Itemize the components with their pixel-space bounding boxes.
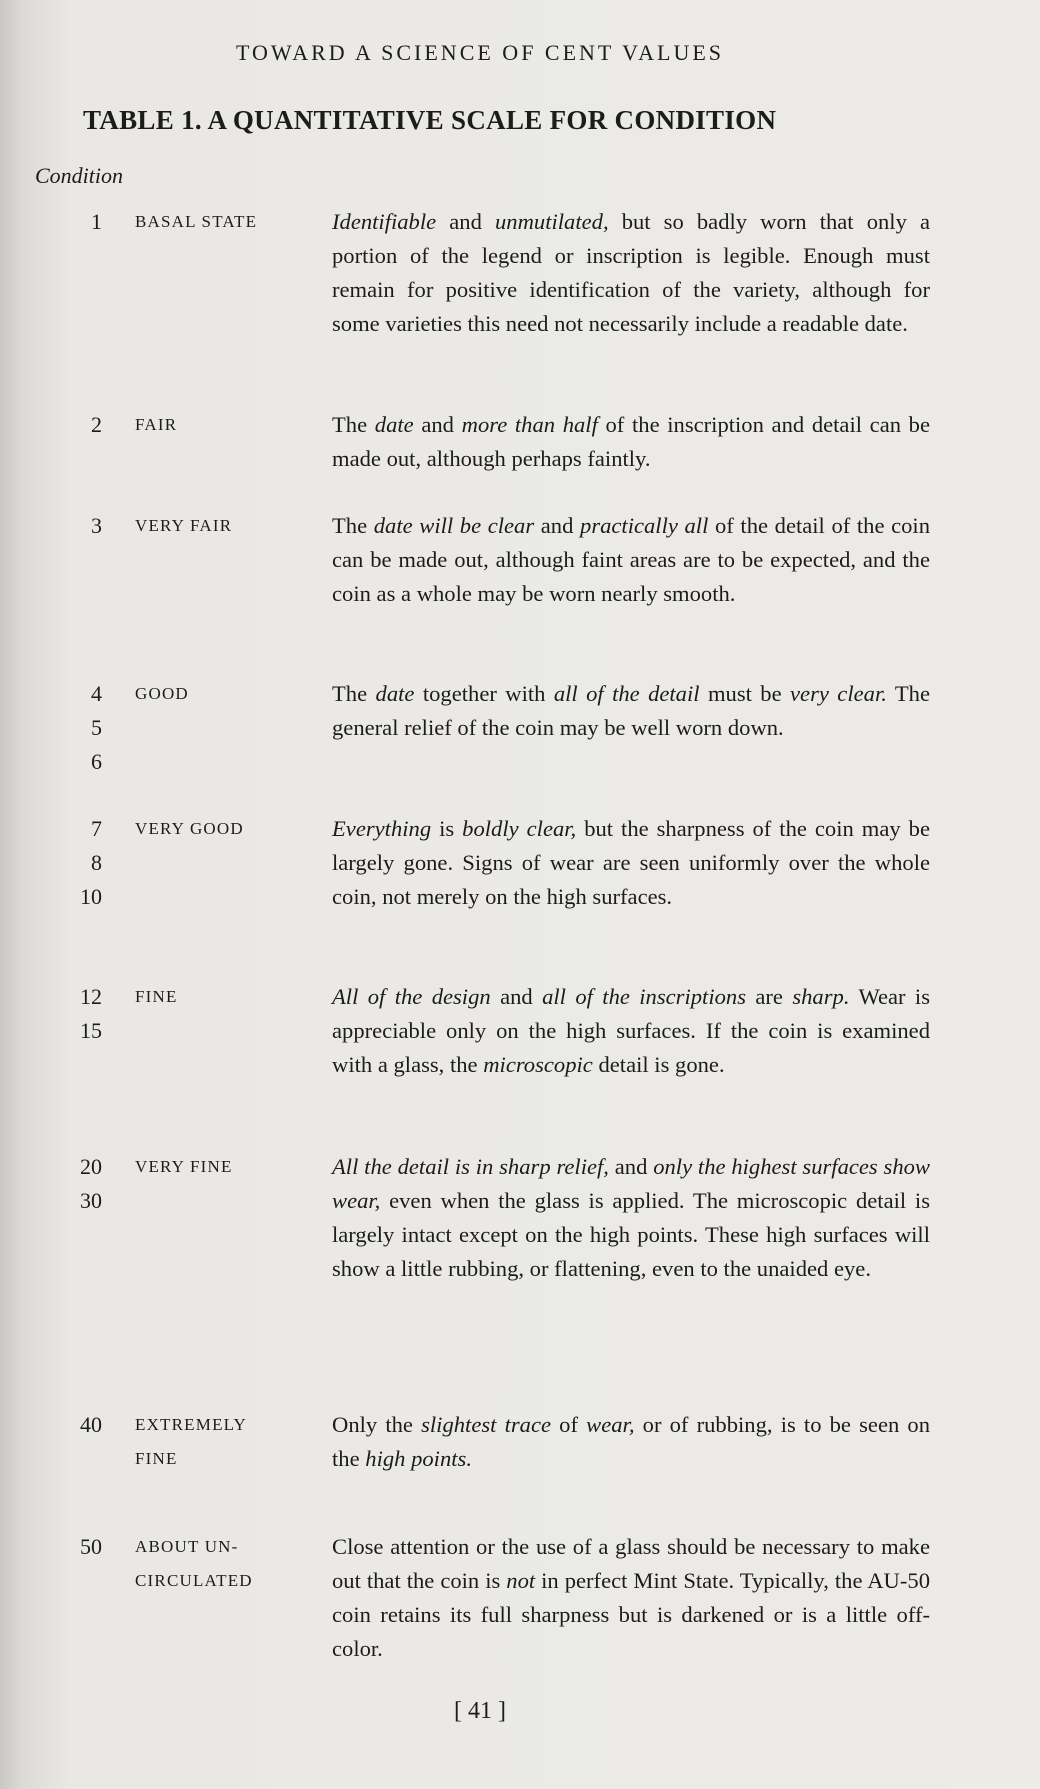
emphasized-text: sharp. — [792, 984, 850, 1009]
condition-label-line: EXTREMELY — [135, 1415, 248, 1434]
condition-description — [332, 205, 930, 341]
condition-description — [332, 980, 930, 1082]
condition-description — [332, 1408, 930, 1476]
condition-number: 5 — [91, 715, 102, 740]
condition-description — [332, 812, 930, 914]
condition-numbers — [60, 509, 102, 543]
condition-numbers — [60, 408, 102, 442]
description-text: The general relief of the coin may be well worn down. — [332, 681, 931, 740]
condition-numbers — [60, 677, 102, 779]
description-text: but the sharpness of the coin may be largely gone. Signs of wear are seen uniformly over the whole coin, not merely on the high surfaces. — [332, 816, 930, 909]
description-text: and — [490, 984, 543, 1009]
condition-column-heading: Condition — [35, 163, 124, 188]
description-text: of the inscription and detail can be made out, although perhaps faintly. — [332, 412, 930, 471]
condition-number: 30 — [80, 1188, 102, 1213]
description-text: of — [551, 1412, 587, 1437]
emphasized-text: date will be clear — [373, 513, 535, 538]
table-title: TABLE 1. A QUANTITATIVE SCALE FOR CONDITION — [83, 105, 777, 135]
condition-label-line: VERY FINE — [135, 1157, 233, 1176]
condition-label — [135, 1530, 305, 1598]
description-text: is — [431, 816, 463, 841]
condition-numbers — [60, 1150, 102, 1218]
condition-description — [332, 408, 930, 476]
description-text: must be — [699, 681, 791, 706]
emphasized-text: All of the design — [332, 984, 491, 1009]
emphasized-text: slightest trace — [421, 1412, 552, 1437]
description-text: The — [332, 681, 376, 706]
condition-label — [135, 1150, 305, 1184]
condition-number: 20 — [80, 1154, 102, 1179]
condition-description — [332, 509, 930, 611]
condition-label-line: VERY FAIR — [135, 516, 233, 535]
emphasized-text: only the highest surfaces show wear, — [332, 1154, 931, 1213]
condition-label-line: FINE — [135, 987, 178, 1006]
condition-number: 7 — [91, 816, 102, 841]
condition-numbers — [60, 812, 102, 914]
description-text: The — [332, 412, 375, 437]
emphasized-text: very clear. — [790, 681, 887, 706]
condition-label — [135, 980, 305, 1014]
condition-label-line: BASAL STATE — [135, 212, 258, 231]
description-text: or of rubbing, is to be seen on the — [332, 1412, 931, 1471]
condition-label-line: ABOUT UN- — [135, 1537, 239, 1556]
condition-number: 40 — [80, 1412, 102, 1437]
emphasized-text: not — [506, 1568, 536, 1593]
description-text: in perfect Mint State. Typically, the AU-50 coin retains its full sharpness but is darkened or is a little off-color. — [332, 1568, 930, 1661]
description-text: and — [534, 513, 581, 538]
condition-label — [135, 677, 305, 711]
condition-label — [135, 812, 305, 846]
description-text: of the detail of the coin can be made out, although faint areas are to be expected, and the coin as a whole may be worn nearly smooth. — [332, 513, 931, 606]
description-text: and — [608, 1154, 654, 1179]
condition-number: 3 — [91, 513, 102, 538]
condition-label — [135, 1408, 305, 1476]
emphasized-text: boldly clear, — [462, 816, 577, 841]
condition-label-line: VERY GOOD — [135, 819, 244, 838]
emphasized-text: microscopic — [483, 1052, 593, 1077]
description-text: are — [745, 984, 793, 1009]
description-text: The — [332, 513, 374, 538]
condition-numbers — [60, 980, 102, 1048]
condition-number: 50 — [80, 1534, 102, 1559]
description-text: and — [413, 412, 462, 437]
condition-label-line: FINE — [135, 1449, 178, 1468]
condition-number: 1 — [91, 209, 102, 234]
condition-label-line: FAIR — [135, 415, 178, 434]
condition-number: 12 — [80, 984, 102, 1009]
condition-numbers — [60, 1530, 102, 1564]
condition-number: 4 — [91, 681, 102, 706]
condition-number: 8 — [91, 850, 102, 875]
emphasized-text: high points. — [365, 1446, 472, 1471]
condition-label — [135, 205, 305, 239]
emphasized-text: All the detail is in sharp relief, — [332, 1154, 609, 1179]
condition-description — [332, 677, 930, 745]
page-number: [ 41 ] — [454, 1698, 506, 1724]
description-text: but so badly worn that only a portion of the legend or inscription is legible. Enough must remain for positive identification of the variety, although for some varieties this need not necessarily include a readable date. — [332, 209, 930, 336]
condition-description — [332, 1530, 930, 1666]
emphasized-text: all of the inscriptions — [542, 984, 746, 1009]
condition-description — [332, 1150, 930, 1286]
description-text: Wear is appreciable only on the high surfaces. If the coin is examined with a glass, the — [332, 984, 930, 1077]
condition-number: 2 — [91, 412, 102, 437]
description-text: Close attention or the use of a glass should be necessary to make out that the coin is — [332, 1534, 930, 1593]
condition-label-line: GOOD — [135, 684, 189, 703]
emphasized-text: Identifiable — [332, 209, 437, 234]
emphasized-text: more than half — [461, 412, 598, 437]
emphasized-text: practically all — [580, 513, 709, 538]
description-text: even when the glass is applied. The microscopic detail is largely intact except on the high points. These high surfaces will show a little rubbing, or flattening, even to the unaided eye. — [332, 1188, 930, 1281]
description-text: detail is gone. — [592, 1052, 725, 1077]
emphasized-text: date — [374, 412, 414, 437]
condition-label-line: CIRCULATED — [135, 1571, 253, 1590]
description-text: together with — [414, 681, 554, 706]
emphasized-text: date — [375, 681, 415, 706]
condition-label — [135, 408, 305, 442]
description-text: Only the — [332, 1412, 422, 1437]
description-text: and — [436, 209, 495, 234]
condition-numbers — [60, 205, 102, 239]
emphasized-text: wear, — [586, 1412, 635, 1437]
running-head: TOWARD A SCIENCE OF CENT VALUES — [235, 40, 725, 65]
emphasized-text: unmutilated, — [495, 209, 609, 234]
condition-number: 10 — [80, 884, 102, 909]
emphasized-text: Everything — [332, 816, 432, 841]
condition-number: 6 — [91, 749, 102, 774]
condition-number: 15 — [80, 1018, 102, 1043]
emphasized-text: all of the detail — [553, 681, 700, 706]
condition-numbers — [60, 1408, 102, 1442]
condition-label — [135, 509, 305, 543]
